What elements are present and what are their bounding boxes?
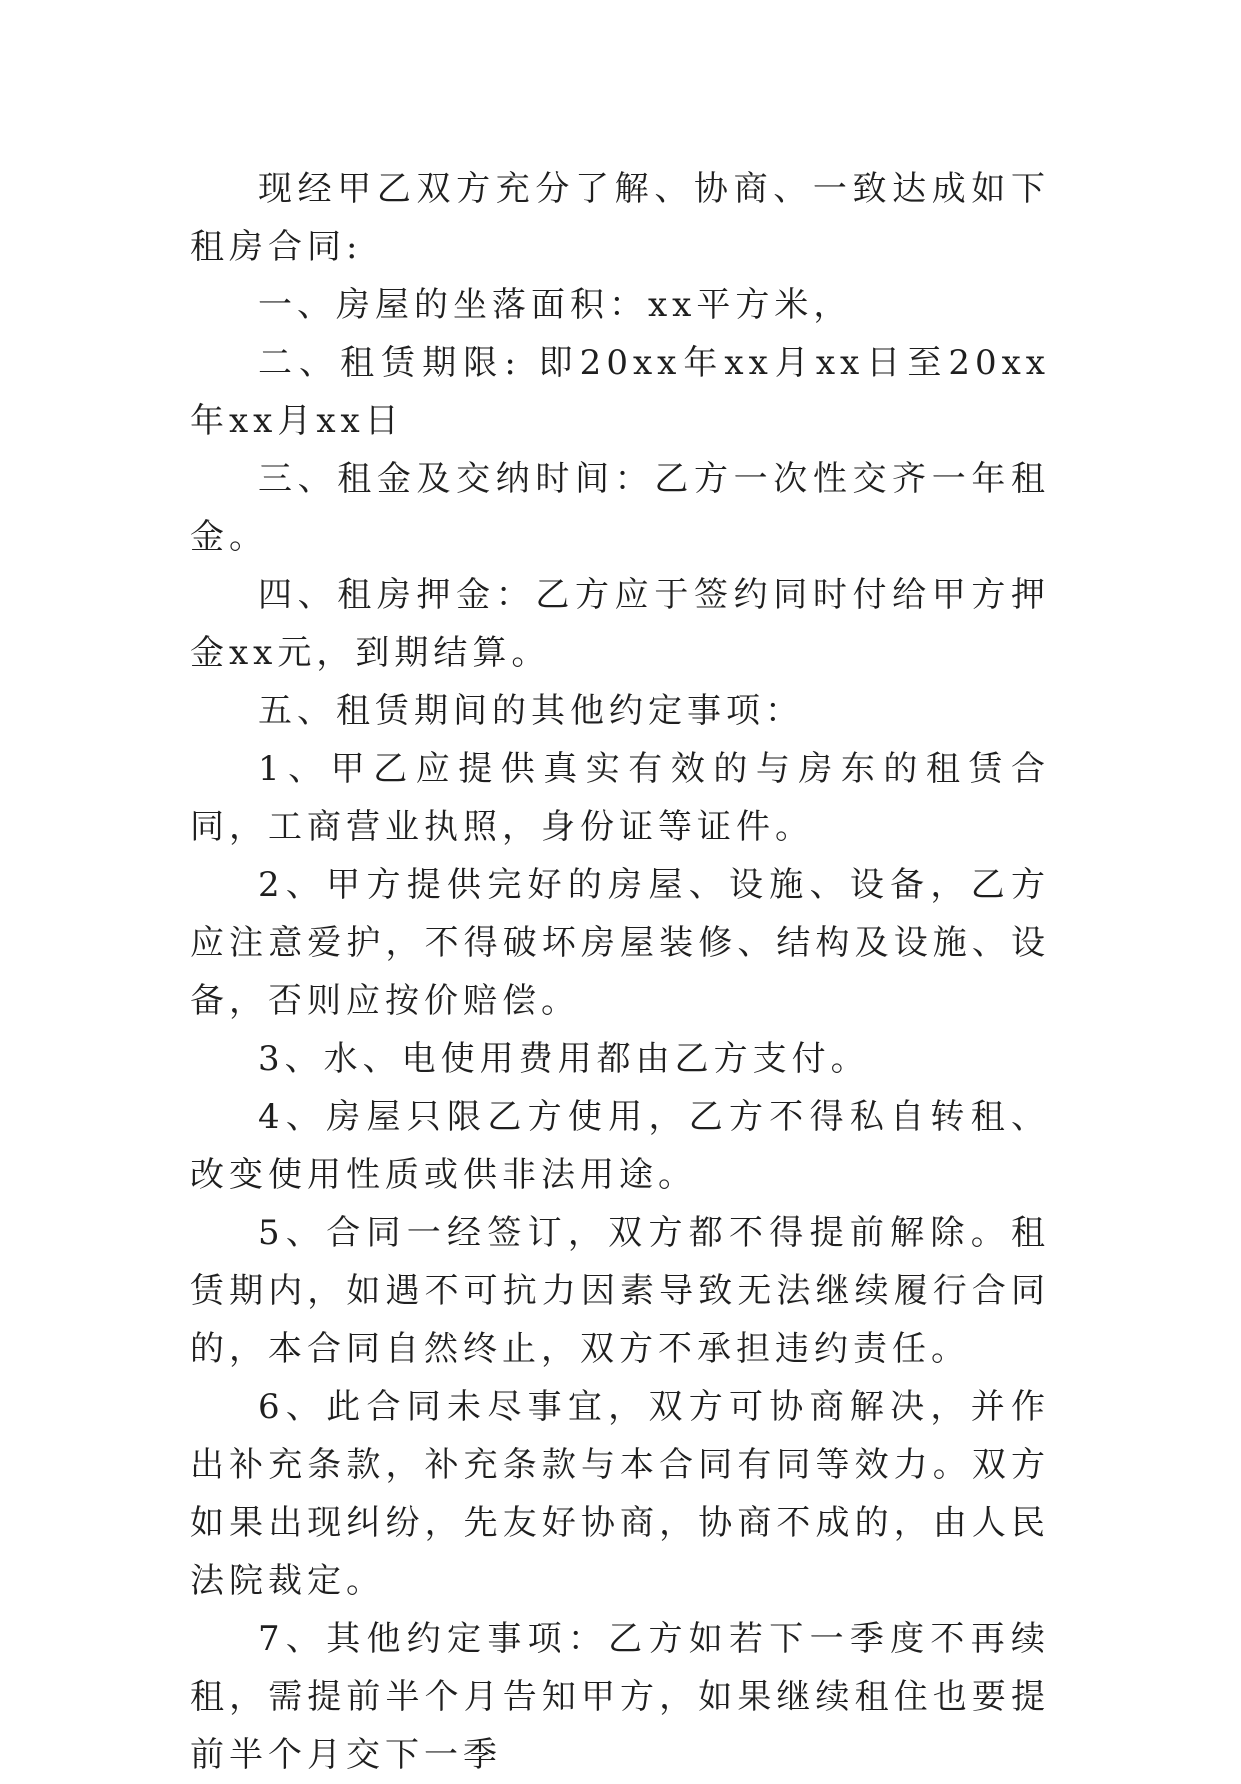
paragraph-clause-2: 2、甲方提供完好的房屋、设施、设备，乙方应注意爱护，不得破坏房屋装修、结构及设施、设备，否则应按价赔偿。 — [190, 865, 1050, 1021]
document-body — [190, 160, 1050, 1784]
paragraph-clause-6: 6、此合同未尽事宜，双方可协商解决，并作出补充条款，补充条款与本合同有同等效力。双方如果出现纠纷，先友好协商，协商不成的，由人民法院裁定。 — [190, 1387, 1050, 1601]
paragraph-area: 一、房屋的坐落面积：xx平方米， — [258, 285, 853, 325]
paragraph-clause-7: 7、其他约定事项：乙方如若下一季度不再续租，需提前半个月告知甲方，如果继续租住也要提前半个月交下一季 — [190, 1619, 1050, 1775]
paragraph-clause-4: 4、房屋只限乙方使用，乙方不得私自转租、改变使用性质或供非法用途。 — [190, 1097, 1050, 1195]
paragraph-lease-term: 二、租赁期限: 即20xx年xx月xx日至20xx年xx月xx日 — [190, 343, 1050, 441]
paragraph-deposit: 四、租房押金：乙方应于签约同时付给甲方押金xx元，到期结算。 — [190, 575, 1050, 673]
paragraph-clause-1: 1、甲乙应提供真实有效的与房东的租赁合同，工商营业执照，身份证等证件。 — [190, 749, 1050, 847]
paragraph-rent-payment: 三、租金及交纳时间：乙方一次性交齐一年租金。 — [190, 459, 1050, 557]
paragraph-intro: 现经甲乙双方充分了解、协商、一致达成如下租房合同: — [190, 169, 1050, 267]
paragraph-clause-5: 5、合同一经签订，双方都不得提前解除。租赁期内，如遇不可抗力因素导致无法继续履行合同的，本合同自然终止，双方不承担违约责任。 — [190, 1213, 1050, 1369]
paragraph-clause-3: 3、水、电使用费用都由乙方支付。 — [258, 1039, 870, 1079]
paragraph-other-terms-heading: 五、租赁期间的其他约定事项： — [258, 691, 804, 731]
